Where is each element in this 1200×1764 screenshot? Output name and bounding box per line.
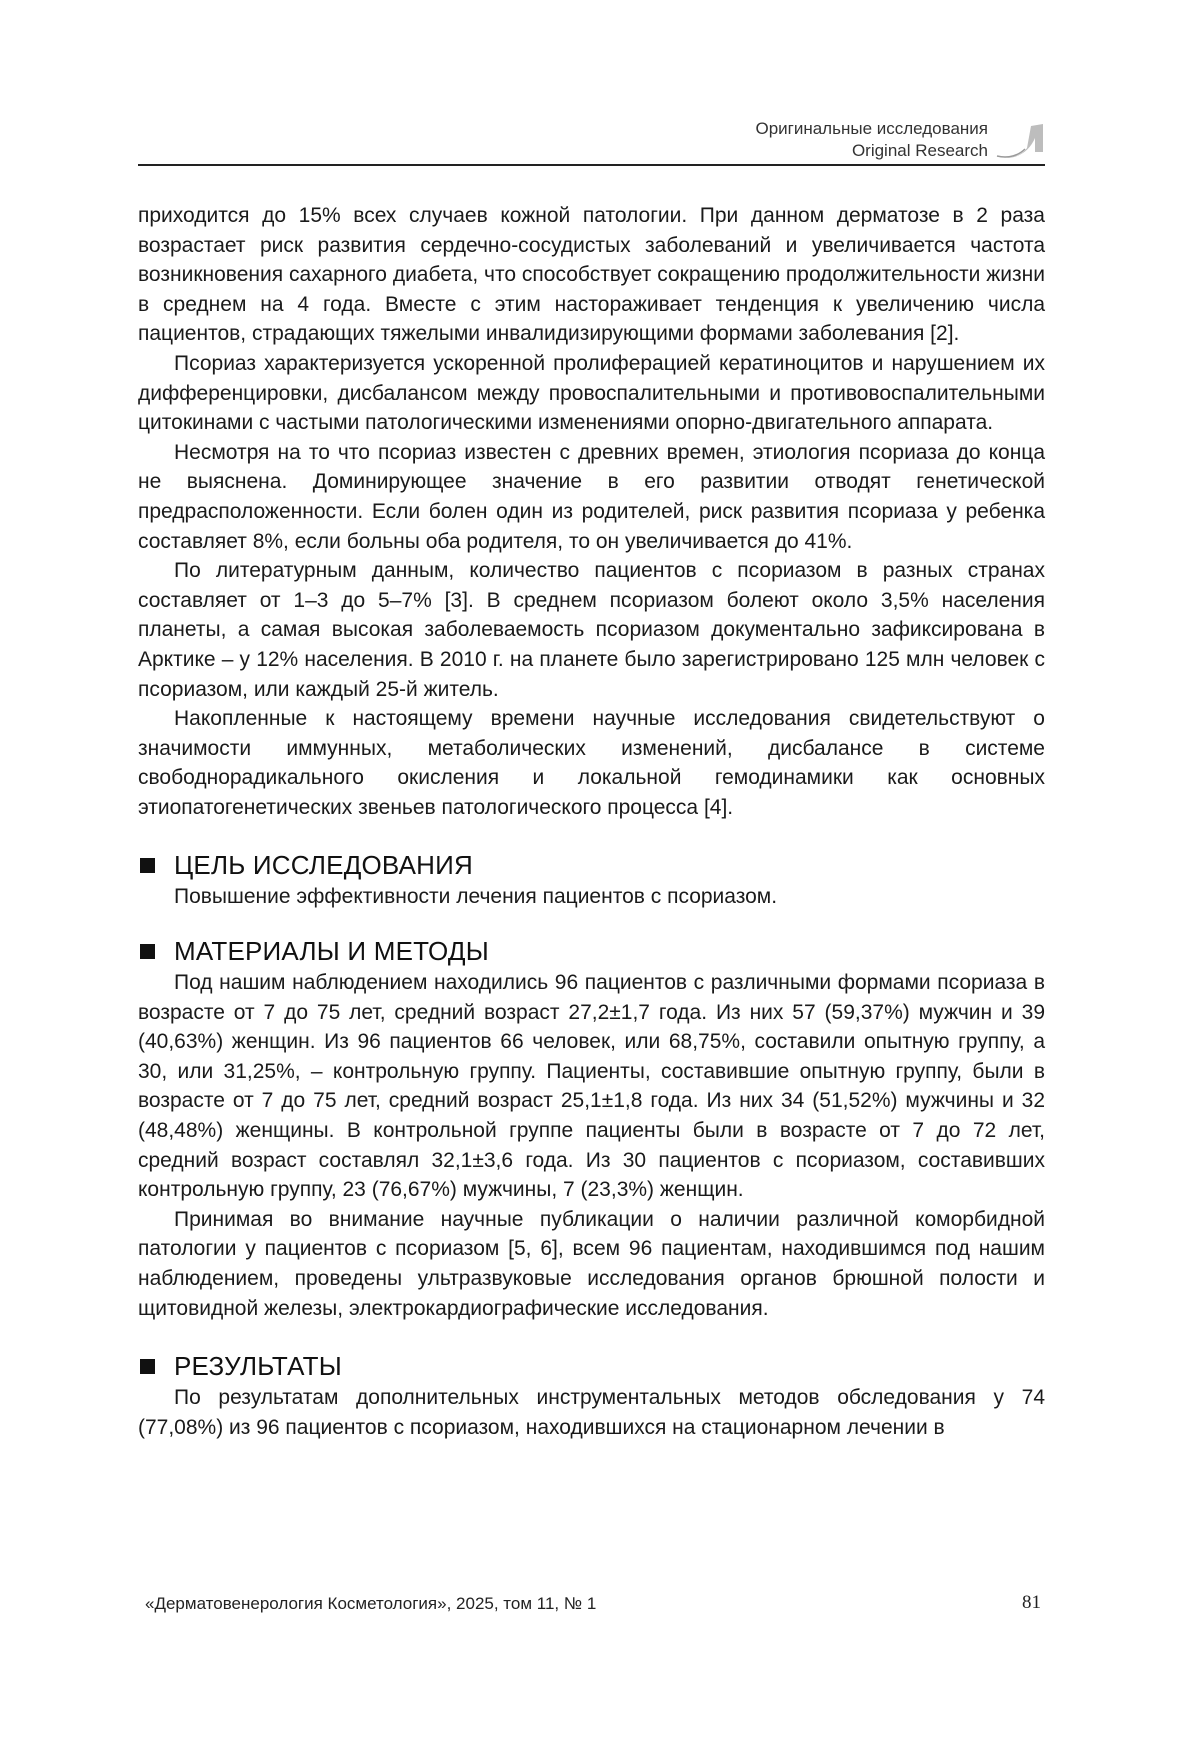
section-title-results xyxy=(138,1349,1045,1383)
intro-paragraph-5: Накопленные к настоящему времени научные исследования свидетельствуют о значимости иммунных, метаболических изменений, дисбалансе в системе свободнорадикального окисления и локальной гемодинамики как основных этиопатогенетических звеньев патологического процесса [4]. xyxy=(138,707,1045,819)
intro-paragraph-1: приходится до 15% всех случаев кожной патологии. При данном дерматозе в 2 раза возрастает риск развития сердечно-сосудистых заболеваний и увеличивается частота возникновения сахарного диабета, что способствует сокращению продолжительности жизни в среднем на 4 года. Вместе с этим настораживает тенденция к увеличению числа пациентов, страдающих тяжелыми инвалидизирующими формами заболевания [2]. xyxy=(138,204,1045,346)
square-bullet-icon xyxy=(140,944,155,959)
aim-paragraph: Повышение эффективности лечения пациентов с псориазом. xyxy=(174,885,778,909)
intro-paragraph-3: Несмотря на то что псориаз известен с древних времен, этиология псориаза до конца не выяснена. Доминирующее значение в его развитии отводят генетической предрасположенности. Если болен один из родителей, риск развития псориаза у ребенка составляет 8%, если больны оба родителя, то он увеличивается до 41%. xyxy=(138,440,1045,553)
section-title-aim xyxy=(138,848,1045,882)
running-head-en: Original Research xyxy=(851,141,988,160)
square-bullet-icon xyxy=(140,858,155,873)
footer-page-number: 81 xyxy=(1022,1592,1041,1613)
footer-journal-citation: «Дерматовенерология Косметология», 2025, том 11, № 1 xyxy=(145,1594,597,1613)
header-rule xyxy=(138,164,1045,166)
journal-swoosh-logo-icon xyxy=(995,122,1045,164)
running-head xyxy=(755,118,988,162)
results-paragraph-1: По результатам дополнительных инструментальных методов обследования у 74 (77,08%) из 96 пациентов с псориазом, находившихся на стационарном лечении в xyxy=(138,1386,1045,1439)
section-title-methods-text: МАТЕРИАЛЫ И МЕТОДЫ xyxy=(174,936,489,967)
intro-paragraph-4: По литературным данным, количество пациентов с псориазом в разных странах составляет от 1–3 до 5–7% [3]. В среднем псориазом болеют около 3,5% населения планеты, а самая высокая заболеваемость псориазом документально зафиксирована в Арктике – у 12% населения. В 2010 г. на планете было зарегистрировано 125 млн человек с псориазом, или каждый 25-й житель. xyxy=(138,559,1045,701)
methods-paragraph-1: Под нашим наблюдением находились 96 пациентов с различными формами псориаза в возрасте от 7 до 75 лет, средний возраст 27,2±1,7 года. Из них 57 (59,37%) мужчин и 39 (40,63%) женщин. Из 96 пациентов 66 человек, или 68,75%, составили опытную группу, а 30, или 31,25%, – контрольную группу. Пациенты, составившие опытную группу, были в возрасте от 7 до 75 лет, средний возраст 25,1±1,8 года. Из них 34 (51,52%) мужчины и 32 (48,48%) женщины. В контрольной группе пациенты были в возрасте от 7 до 72 лет, средний возраст составлял 32,1±3,6 года. Из 30 пациентов с псориазом, составивших контрольную группу, 23 (76,67%) мужчины, 7 (23,3%) женщин. xyxy=(138,971,1045,1202)
intro-paragraph-2: Псориаз характеризуется ускоренной пролиферацией кератиноцитов и нарушением их дифференцировки, дисбалансом между провоспалительными и противовоспалительными цитокинами с частыми патологическими изменениями опорно-двигательного аппарата. xyxy=(138,351,1045,435)
article-body xyxy=(138,201,1045,1442)
methods-paragraph-2: Принимая во внимание научные публикации о наличии различной коморбидной патологии у пациентов с псориазом [5, 6], всем 96 пациентам, находившимся под нашим наблюдением, проведены ультразвуковые исследования органов брюшной полости и щитовидной железы, электрокардиографические исследования. xyxy=(138,1207,1045,1320)
section-title-results-text: РЕЗУЛЬТАТЫ xyxy=(174,1351,342,1382)
square-bullet-icon xyxy=(140,1359,155,1374)
section-title-aim-text: ЦЕЛЬ ИССЛЕДОВАНИЯ xyxy=(174,850,473,881)
section-title-methods xyxy=(138,934,1045,968)
running-head-ru: Оригинальные исследования xyxy=(755,119,988,138)
